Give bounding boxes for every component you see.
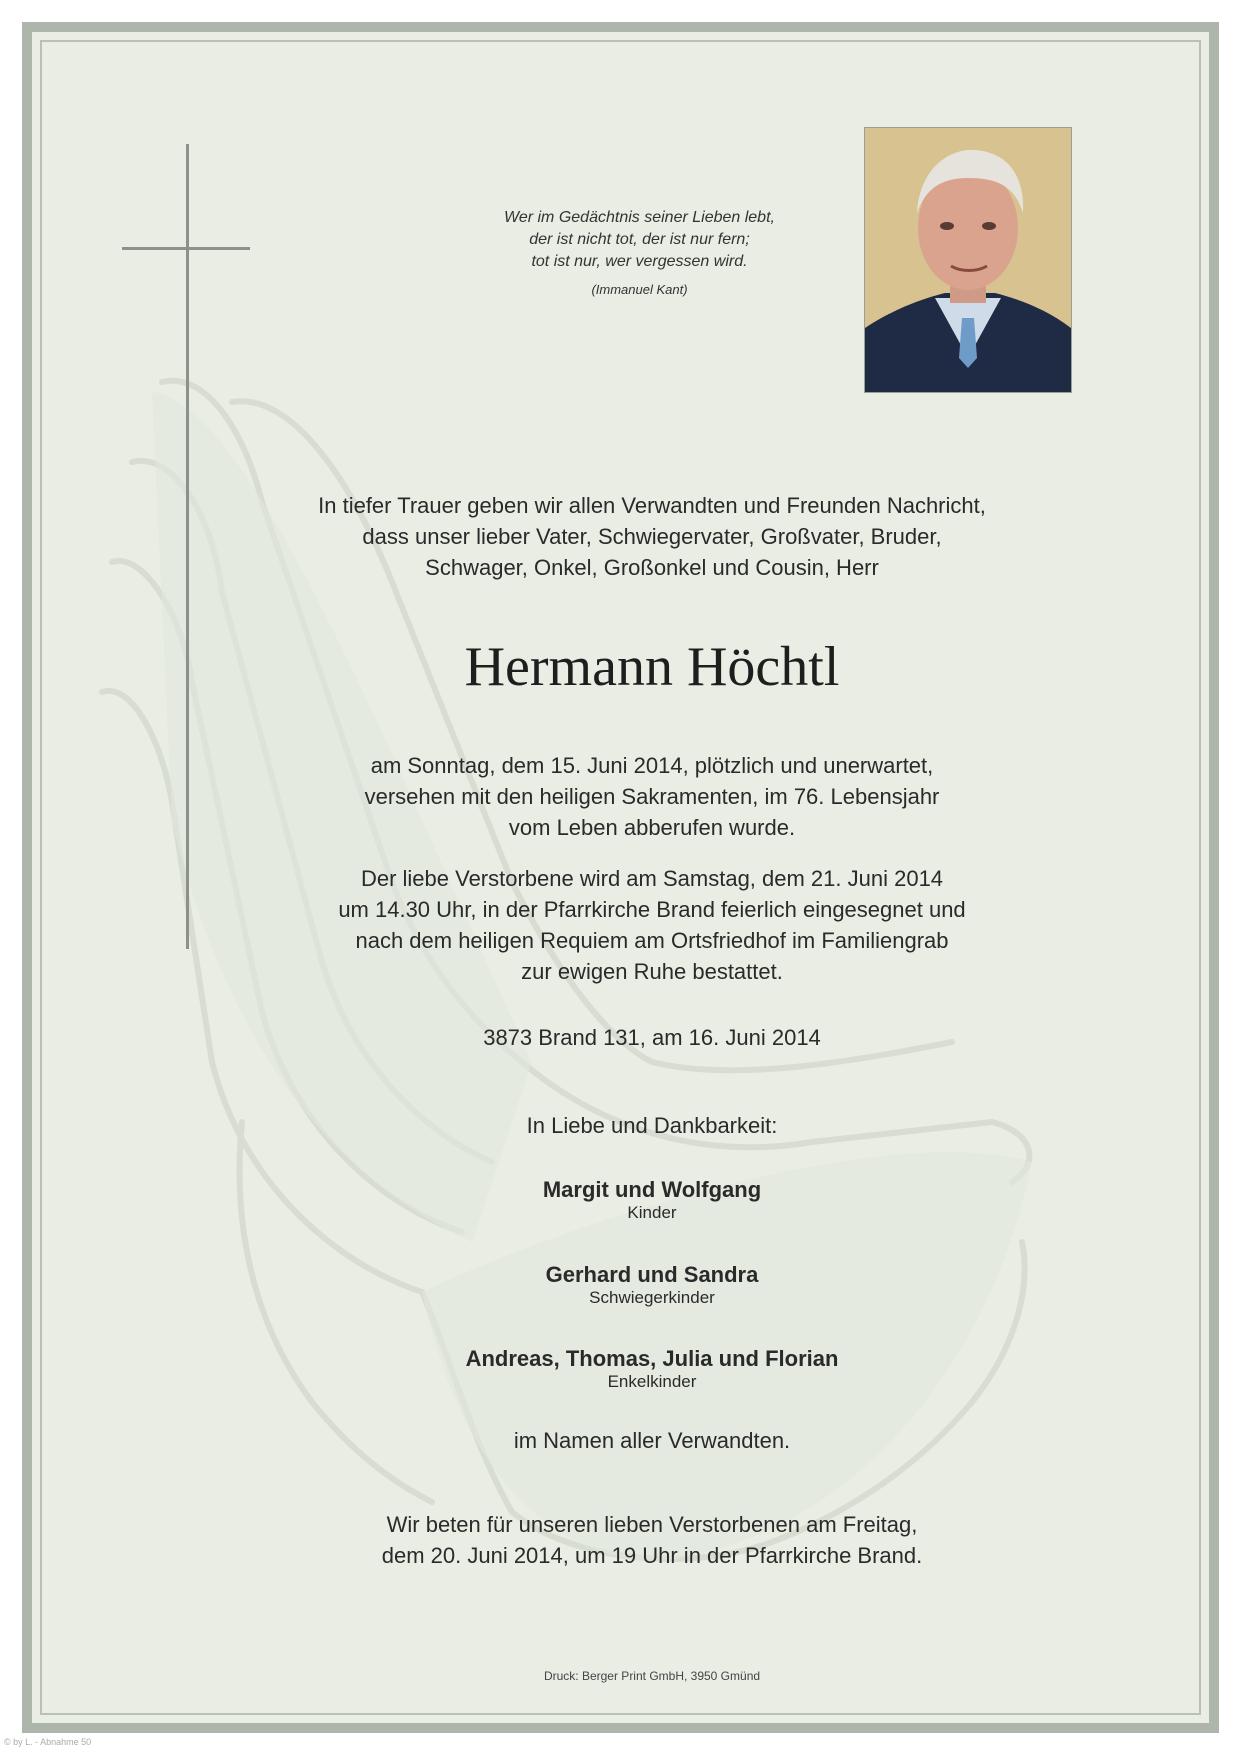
family-group (282, 1262, 1022, 1308)
death-line: versehen mit den heiligen Sakramenten, im 76. Lebensjahr (364, 784, 940, 809)
cross-vertical-bar (186, 144, 189, 949)
quote-author: (Immanuel Kant) (591, 282, 688, 297)
prayer-line: dem 20. Juni 2014, um 19 Uhr in der Pfarrkirche Brand. (381, 1543, 923, 1568)
family-role: Enkelkinder (607, 1372, 697, 1391)
funeral-details (282, 863, 1022, 987)
funeral-line: zur ewigen Ruhe bestattet. (521, 959, 783, 984)
portrait-image (865, 128, 1071, 392)
funeral-line: um 14.30 Uhr, in der Pfarrkirche Brand feierlich eingesegnet und (338, 897, 966, 922)
portrait-photo (864, 127, 1072, 393)
relatives-line: im Namen aller Verwandten. (513, 1428, 791, 1453)
announcement-line: Schwager, Onkel, Großonkel und Cousin, Herr (425, 555, 879, 580)
corner-note: © by L. - Abnahme 50 (4, 1737, 92, 1747)
quote-line: Wer im Gedächtnis seiner Lieben lebt, (504, 209, 775, 226)
family-group (282, 1177, 1022, 1223)
family-names: Gerhard und Sandra (545, 1262, 759, 1287)
prayer-line: Wir beten für unseren lieben Verstorbenen am Freitag, (386, 1512, 918, 1537)
family-names: Margit und Wolfgang (542, 1177, 762, 1202)
announcement-line: dass unser lieber Vater, Schwiegervater, Großvater, Bruder, (362, 524, 942, 549)
place-date: 3873 Brand 131, am 16. Juni 2014 (483, 1025, 821, 1050)
quote-line: der ist nicht tot, der ist nur fern; (529, 231, 750, 248)
funeral-line: nach dem heiligen Requiem am Ortsfriedhof im Familiengrab (355, 928, 949, 953)
printer-credit: Druck: Berger Print GmbH, 3950 Gmünd (543, 1669, 761, 1683)
announcement-line: In tiefer Trauer geben wir allen Verwandten und Freunden Nachricht, (318, 493, 986, 518)
prayer-notice (282, 1509, 1022, 1571)
death-line: am Sonntag, dem 15. Juni 2014, plötzlich und unerwartet, (370, 753, 934, 778)
quote-line: tot ist nur, wer vergessen wird. (531, 253, 748, 270)
funeral-line: Der liebe Verstorbene wird am Samstag, dem 21. Juni 2014 (360, 866, 944, 891)
family-names: Andreas, Thomas, Julia und Florian (465, 1346, 839, 1371)
announcement-text (282, 490, 1022, 583)
family-group (282, 1346, 1022, 1392)
obituary-card (22, 22, 1219, 1733)
family-role: Kinder (627, 1203, 677, 1222)
gratitude-heading: In Liebe und Dankbarkeit: (526, 1113, 778, 1138)
memorial-quote (452, 207, 827, 301)
death-line: vom Leben abberufen wurde. (508, 815, 796, 840)
cross-horizontal-bar (122, 247, 250, 250)
deceased-name: Hermann Höchtl (464, 636, 840, 698)
family-role: Schwiegerkinder (589, 1288, 715, 1307)
death-notice (282, 750, 1022, 843)
